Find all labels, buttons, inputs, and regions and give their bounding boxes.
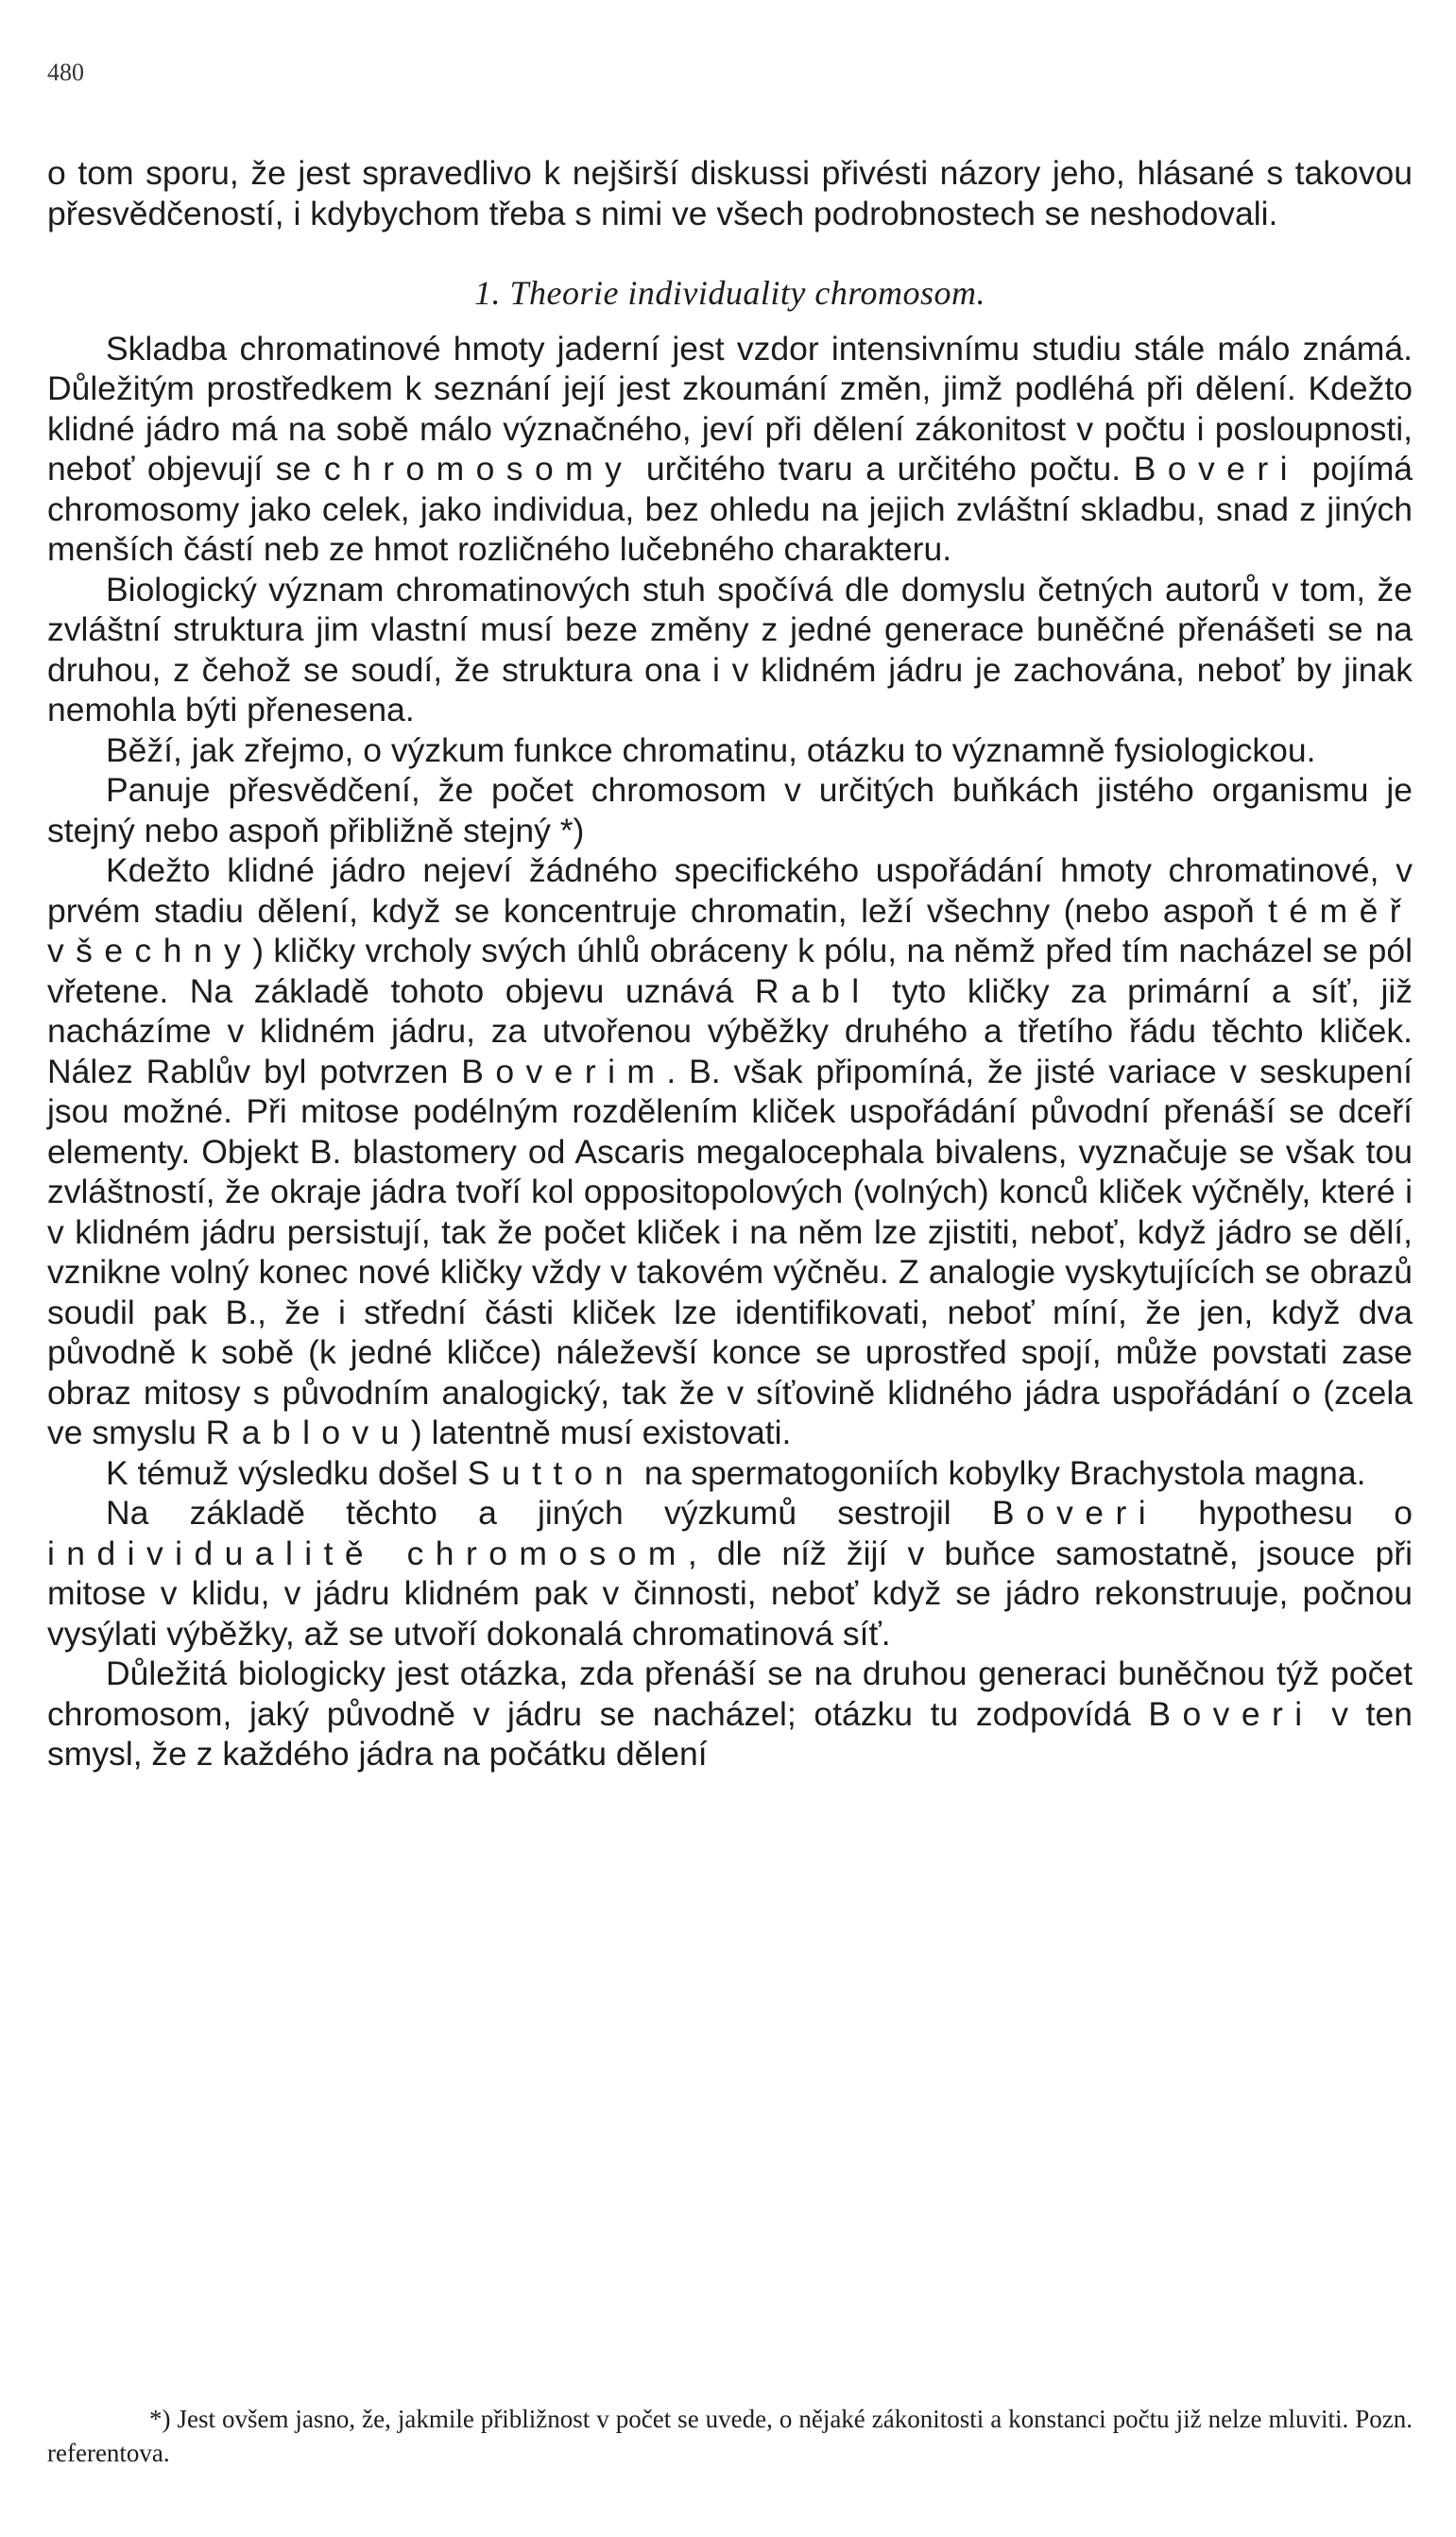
spaced-author: Sutton [467, 1453, 635, 1492]
paragraph-1 [47, 329, 1413, 570]
paragraph-7-text-b: hypothesu o [1157, 1494, 1413, 1532]
paragraph-7 [47, 1493, 1413, 1654]
page-number: 480 [47, 59, 84, 86]
paragraph-2: Biologický význam chromatinových stuh spočívá dle domyslu četných autorů v tom, že zvláštní struktura jim vlastní musí beze změny z jedné generace buněčné přenášeti se na druhou, z čehož se soudí, že struktura ona i v klidném jádru je zachována, neboť by jinak nemohla býti přenesena. [47, 570, 1413, 729]
paragraph-3: Běží, jak zřejmo, o výzkum funkce chromatinu, otázku to významně fysiologickou. [106, 730, 1316, 769]
paragraph-7-text-c: , dle níž žijí v buňce samostatně, jsouce při mitose v klidu, v jádru klidném pak v činnosti, neboť když se jádro rekonstruuje, počnou vysýlati výběžky, až se utvoří dokonalá chromatinová síť. [47, 1534, 1413, 1653]
spaced-author: Boveri [991, 1494, 1158, 1532]
footnote: *) Jest ovšem jasno, že, jakmile přibližnost v počet se uvede, o nějaké zákonitosti a konstanci počtu již nelze mluviti. Pozn. referentova. [47, 2405, 1413, 2467]
spaced-term: individualitě chromosom [47, 1534, 688, 1572]
spaced-author: Boverim [461, 1052, 667, 1090]
paragraph-5-text-d: . B. však připomíná, že jisté variace v seskupení jsou možné. Při mitose podélným rozdělením kliček uspořádání původní přenáší se dceří elementy. Objekt B. blastomery od Ascaris megalocephala bivalens, vyznačuje se však tou zvláštností, že okraje jádra tvoří kol oppositopolových (volných) konců kliček výčněly, které i v klidném jádru persistují, tak že počet kliček i na něm lze zjistiti, neboť, když jádro se dělí, vznikne volný konec nové kličky vždy v takovém výčněu. Z analogie vyskytujících se obrazů soudil pak B., že i střední části kliček lze identifikovati, neboť míní, že jen, když dva původně k sobě (k jedné kličce) náleževší konce se uprostřed spojí, může povstati zase obraz mitosy s původním analogický, tak že v síťovině klidného jádra uspořádání o (zcela ve smyslu [47, 1052, 1413, 1451]
paragraph-4: Panuje přesvědčení, že počet chromosom v určitých buňkách jistého organismu je stejný nebo aspoň přibližně stejný *) [47, 771, 1413, 849]
spaced-author: Boveri [1133, 450, 1299, 488]
paragraph-5-text-e: ) latentně musí existovati. [410, 1414, 792, 1451]
paragraph-5-text-a: Kdežto klidné jádro nejeví žádného specifického uspořádání hmoty chromatinové, v prvém stadiu dělení, když se koncentruje chromatin, leží všechny (nebo aspoň [47, 851, 1413, 930]
paragraph-7-text-a: Na základě těchto a jiných výzkumů sestrojil [106, 1494, 992, 1532]
paragraph-5 [47, 850, 1413, 1453]
paragraph-8-text-b: v ten smysl, že z každého jádra na počátku dělení [47, 1694, 1413, 1773]
body-text [47, 153, 1413, 1774]
paragraph-5-text-b: ) kličky vrcholy svých úhlů obráceny k pólu, na němž před tím nacházel se pól vřetene. Na základě tohoto objevu uznává [47, 932, 1413, 1010]
paragraph-1-text-c: pojímá chromosomy jako celek, jako individua, bez ohledu na jejich zvláštní skladbu, snad z jiných menších částí neb ze hmot rozličného lučebného charakteru. [47, 450, 1413, 568]
paragraph-6 [47, 1453, 1413, 1494]
intro-paragraph: o tom sporu, že jest spravedlivo k nejširší diskussi přivésti názory jeho, hlásané s takovou přesvědčeností, i kdybychom třeba s nimi ve všech podrobnostech se neshodovali. [47, 154, 1413, 232]
section-heading: 1. Theorie individuality chromosom. [473, 274, 986, 312]
paragraph-5-text-c: tyto kličky za primární a síť, již nacházíme v klidném jádru, za utvořenou výběžky druhého a třetího řádu těchto kliček. Nález Rablův byl potvrzen [47, 971, 1413, 1090]
paragraph-8 [47, 1654, 1413, 1774]
spaced-term: téměř všechny [47, 891, 1413, 969]
spaced-author: Boveri [1148, 1694, 1314, 1733]
paragraph-1-text-a: Skladba chromatinové hmoty jaderní jest vzdor intensivnímu studiu stále málo známá. Důležitým prostředkem k seznání její jest zkoumání změn, jimž podléhá při dělení. Kdežto klidné jádro má na sobě málo význačného, jeví při dělení zákonitost v počtu i posloupnosti, neboť objevují se [47, 329, 1413, 488]
paragraph-1-text-b: určitého tvaru a určitého počtu. [633, 450, 1134, 488]
paragraph-6-text-b: na spermatogoniích kobylky Brachystola magna. [634, 1453, 1366, 1492]
spaced-term: chromosomy [323, 450, 634, 488]
paragraph-8-text-a: Důležitá biologicky jest otázka, zda přenáší se na druhou generaci buněčnou týž počet chromosom, jaký původně v jádru se nacházel; otázku tu zodpovídá [47, 1654, 1413, 1733]
paragraph-6-text-a: K témuž výsledku došel [106, 1453, 468, 1492]
spaced-author: Rablovu [205, 1414, 411, 1451]
spaced-author: Rabl [754, 971, 871, 1010]
